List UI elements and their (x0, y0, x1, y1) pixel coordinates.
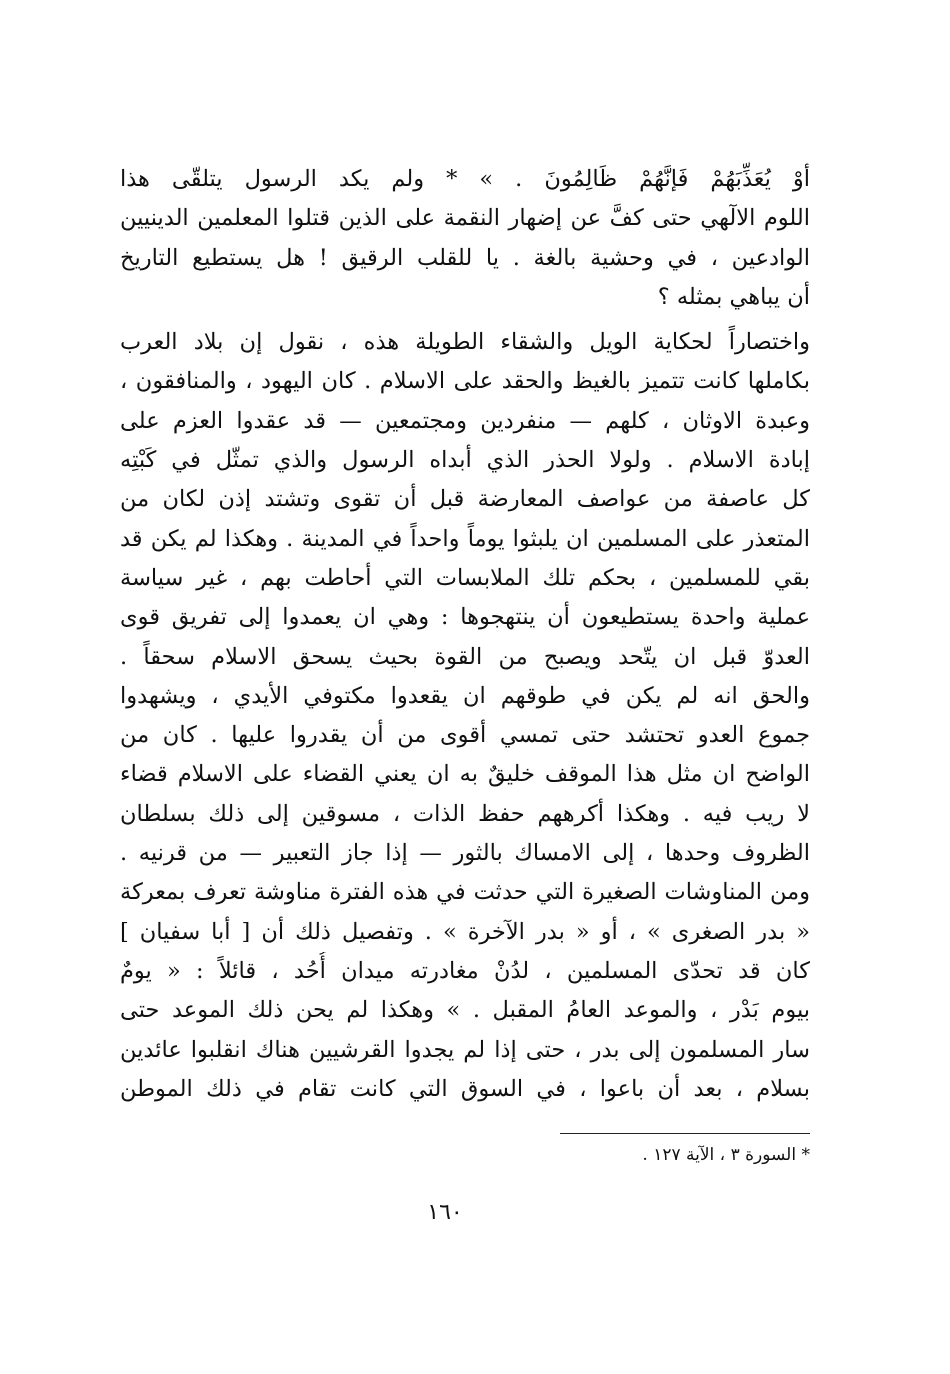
text-line: وعبدة الاوثان ، كلهم — منفردين ومجتمعين — قد عقدوا العزم على (120, 407, 810, 434)
text-line: ومن المناوشات الصغيرة التي حدثت في هذه الفترة مناوشة تعرف بمعركة (120, 879, 810, 906)
text-line: اللوم الالٓهي حتى كفَّ عن إضهار النقمة على الذين قتلوا المعلمين الدينيين (120, 205, 810, 232)
text-line: العدوّ قبل ان يتّحد ويصبح من القوة بحيث يسحق الاسلام سحقاً . (120, 643, 810, 670)
text-line: عملية واحدة يستطيعون أن ينتهجوها : وهي ان يعمدوا إلى تفريق قوى (120, 604, 810, 631)
text-line: جموع العدو تحتشد حتى تمسي أقوى من أن يقدروا عليها . كان من (120, 722, 810, 749)
text-line: أن يباهي بمثله ؟ (657, 283, 810, 310)
text-line: الظروف وحدها ، إلى الامساك بالثور — إذا جاز التعبير — من قرنيه . (120, 840, 810, 867)
body-text (120, 160, 810, 1109)
footnote-divider (560, 1133, 810, 1134)
text-line: أوْ يُعَذِّبَهُمْ فَإنَّهُمْ ظَالِمُونَ . » * ولم يكد الرسول يتلقّى هذا (120, 166, 810, 192)
text-line: سار المسلمون إلى بدر ، حتى إذا لم يجدوا القرشيين هناك انقلبوا عائدين (120, 1036, 810, 1063)
text-line: بقي للمسلمين ، بحكم تلك الملابسات التي أحاطت بهم ، غير سياسة (120, 564, 810, 591)
text-line: كان قد تحدّى المسلمين ، لدُنْ مغادرته ميدان أُحُد ، قائلاً : « يومٌ (120, 957, 810, 984)
text-line: بيوم بَدْر ، والموعد العامُ المقبل . » وهكذا لم يحن ذلك الموعد حتى (120, 997, 810, 1024)
text-line: الوادعين ، في وحشية بالغة . يا للقلب الرقيق ! هل يستطيع التاريخ (120, 244, 810, 271)
text-line: كل عاصفة من عواصف المعارضة قبل أن تقوى وتشتد إذن لكان من (120, 486, 810, 513)
text-line: والحق انه لم يكن في طوقهم ان يقعدوا مكتوفي الأيدي ، ويشهدوا (120, 682, 810, 709)
text-line: المتعذر على المسلمين ان يلبثوا يوماً واحداً في المدينة . وهكذا لم يكن قد (120, 525, 810, 552)
footnote: * السورة ٣ ، الآية ١٢٧ . (642, 1145, 810, 1165)
text-line: بسلام ، بعد أن باعوا ، في السوق التي كانت تقام في ذلك الموطن (120, 1075, 810, 1102)
text-line: لا ريب فيه . وهكذا أكرههم حفظ الذات ، مسوقين إلى ذلك بسلطان (120, 800, 810, 827)
page-number: ١٦٠ (427, 1200, 463, 1225)
text-line: الواضح ان مثل هذا الموقف خليقٌ به ان يعني القضاء على الاسلام قضاء (120, 761, 810, 788)
text-line: واختصاراً لحكاية الويل والشقاء الطويلة هذه ، نقول إن بلاد العرب (120, 329, 810, 356)
text-line: إبادة الاسلام . ولولا الحذر الذي أبداه الرسول والذي تمثّل في كَبْتِه (120, 447, 810, 474)
text-line: بكاملها كانت تتميز بالغيظ والحقد على الاسلام . كان اليهود ، والمنافقون ، (120, 368, 810, 395)
text-line: « بدر الصغرى » ، أو « بدر الآخرة » . وتفصيل ذلك أن [ أبا سفيان ] (120, 918, 810, 945)
